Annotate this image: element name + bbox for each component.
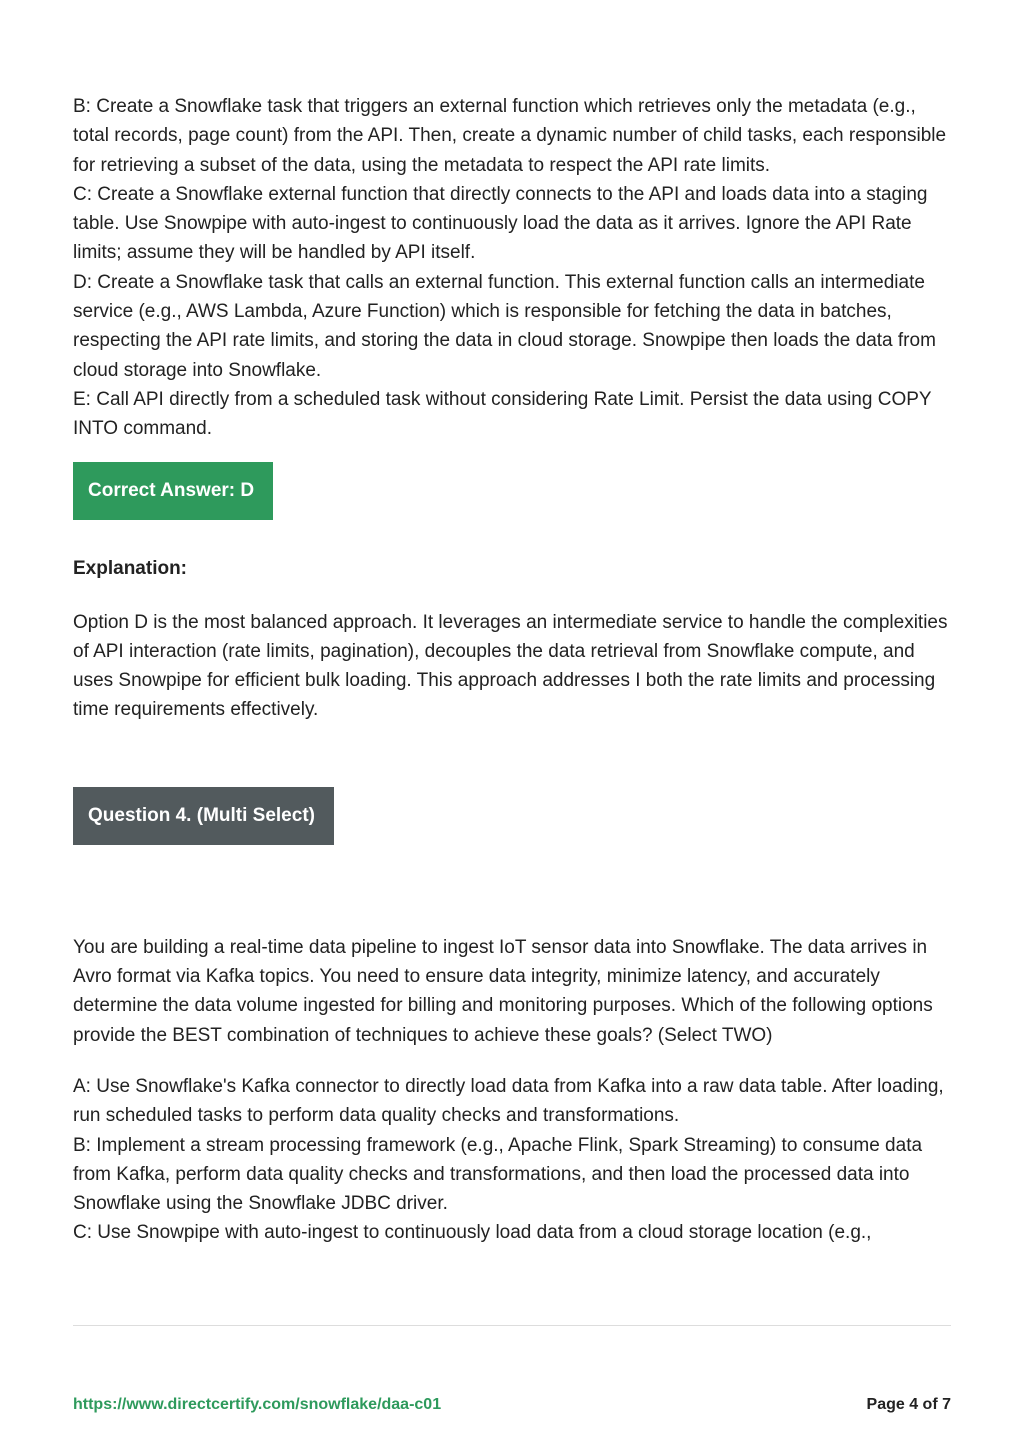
option-c-text: C: Create a Snowflake external function that directly connects to the API and loads data into a staging table. Use Snowpipe with auto-ingest to continuously load the data as it arrives. Ignore the API Rate limits; assume they will be handled by API itself. [73, 183, 928, 264]
footer-divider [73, 1325, 951, 1326]
page-content [73, 92, 953, 1248]
option-d-text: D: Create a Snowflake task that calls an external function. This external function calls an intermediate service (e.g., AWS Lambda, Azure Function) which is responsible for fetching the data in batches, respecting the API rate limits, and storing the data in cloud storage. Snowpipe then loads the data from cloud storage into Snowflake. [73, 271, 936, 381]
explanation-heading: Explanation: [73, 557, 188, 579]
question-option-c: C: Use Snowpipe with auto-ingest to continuously load data from a cloud storage location (e.g., [73, 1222, 872, 1244]
question-option-a: A: Use Snowflake's Kafka connector to directly load data from Kafka into a raw data table. After loading, run scheduled tasks to perform data quality checks and transformations. [73, 1075, 944, 1127]
option-e-text: E: Call API directly from a scheduled task without considering Rate Limit. Persist the data using COPY INTO command. [73, 388, 932, 440]
question-options [73, 1072, 953, 1248]
question-label-badge: Question 4. (Multi Select) [73, 787, 334, 845]
question-option-b: B: Implement a stream processing framework (e.g., Apache Flink, Spark Streaming) to consume data from Kafka, perform data quality checks and transformations, and then load the processed data into Snowflake using the Snowflake JDBC driver. [73, 1134, 923, 1215]
explanation-body: Option D is the most balanced approach. It leverages an intermediate service to handle the complexities of API interaction (rate limits, pagination), decouples the data retrieval from Snowflake compute, and uses Snowpipe for efficient bulk loading. This approach addresses I both the rate limits and processing time requirements effectively. [73, 611, 948, 721]
correct-answer-badge: Correct Answer: D [73, 462, 273, 520]
option-b-text: B: Create a Snowflake task that triggers an external function which retrieves only the metadata (e.g., total records, page count) from the API. Then, create a dynamic number of child tasks, each responsible for retrieving a subset of the data, using the metadata to respect the API rate limits. [73, 96, 947, 176]
question-text: You are building a real-time data pipeline to ingest IoT sensor data into Snowflake. The data arrives in Avro format via Kafka topics. You need to ensure data integrity, minimize latency, and accurately determine the data volume ingested for billing and monitoring purposes. Which of the following options provide the BEST combination of techniques to achieve these goals? (Select TWO) [73, 936, 933, 1046]
page-number: Page 4 of 7 [866, 1396, 951, 1413]
footer-url-link[interactable]: https://www.directcertify.com/snowflake/daa-c01 [73, 1396, 442, 1413]
